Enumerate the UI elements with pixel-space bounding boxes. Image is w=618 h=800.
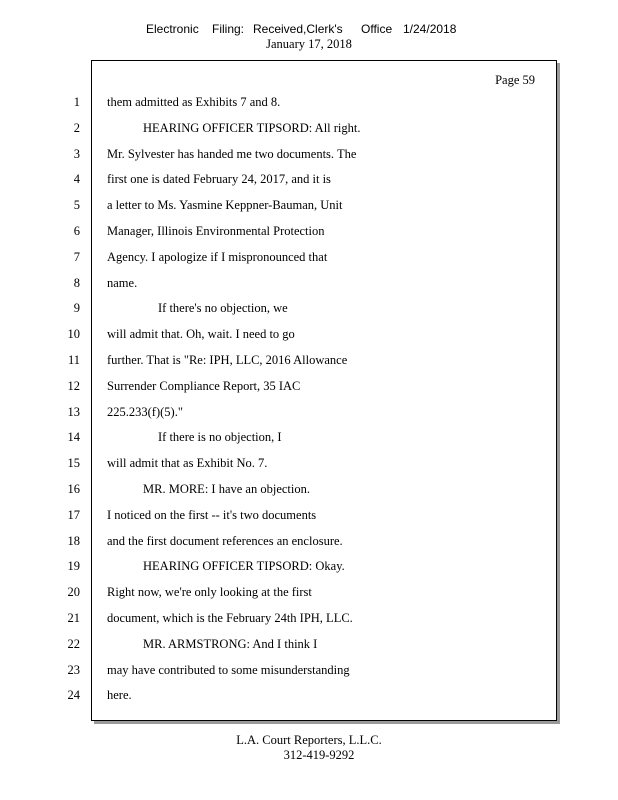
- line-text: If there's no objection, we: [158, 301, 288, 315]
- line-number: 2: [73, 121, 80, 135]
- header-electronic: Electronic: [146, 22, 199, 36]
- header-filing: Filing:: [212, 22, 245, 36]
- line-number: 17: [67, 508, 80, 522]
- line-number: 15: [67, 456, 80, 470]
- line-number: 7: [73, 250, 80, 264]
- footer-company: L.A. Court Reporters, L.L.C.: [236, 733, 382, 747]
- header-office: Office: [361, 22, 393, 36]
- line-number: 16: [67, 482, 80, 496]
- line-text: first one is dated February 24, 2017, and it is: [107, 172, 331, 186]
- line-number: 12: [67, 379, 80, 393]
- line-number: 11: [67, 353, 80, 367]
- line-number: 9: [73, 301, 80, 315]
- line-text: HEARING OFFICER TIPSORD: All right.: [143, 121, 361, 135]
- line-number: 1: [73, 95, 80, 109]
- line-text: further. That is "Re: IPH, LLC, 2016 Allowance: [107, 353, 348, 367]
- line-text: If there is no objection, I: [158, 430, 282, 444]
- line-number: 3: [73, 147, 80, 161]
- line-number: 24: [67, 688, 80, 702]
- line-text: them admitted as Exhibits 7 and 8.: [107, 95, 281, 109]
- line-text: Right now, we're only looking at the first: [107, 585, 312, 599]
- line-number: 8: [73, 276, 80, 290]
- line-text: I noticed on the first -- it's two documents: [107, 508, 317, 522]
- line-text: Mr. Sylvester has handed me two documents. The: [107, 147, 357, 161]
- line-number: 6: [73, 224, 80, 238]
- line-number: 21: [67, 611, 80, 625]
- line-text: and the first document references an enclosure.: [107, 534, 343, 548]
- header-received: Received,Clerk's: [253, 22, 343, 36]
- line-text: will admit that. Oh, wait. I need to go: [107, 327, 295, 341]
- line-number: 20: [67, 585, 80, 599]
- footer-phone: 312-419-9292: [283, 748, 355, 762]
- line-text: a letter to Ms. Yasmine Keppner-Bauman, Unit: [107, 198, 343, 212]
- line-text: name.: [107, 276, 138, 290]
- line-number: 13: [67, 405, 80, 419]
- header-stamp-date: 1/24/2018: [403, 22, 457, 36]
- line-text: Manager, Illinois Environmental Protection: [107, 224, 325, 238]
- line-number: 5: [73, 198, 80, 212]
- line-number: 19: [67, 559, 80, 573]
- line-text: MR. ARMSTRONG: And I think I: [143, 637, 318, 651]
- line-text: may have contributed to some misunderstanding: [107, 663, 350, 677]
- line-text: will admit that as Exhibit No. 7.: [107, 456, 268, 470]
- line-number: 18: [67, 534, 80, 548]
- line-text: Surrender Compliance Report, 35 IAC: [107, 379, 301, 393]
- line-number: 10: [67, 327, 80, 341]
- line-text: 225.233(f)(5).": [107, 405, 183, 419]
- line-text: document, which is the February 24th IPH, LLC.: [107, 611, 353, 625]
- line-number: 14: [67, 430, 80, 444]
- hearing-date: January 17, 2018: [266, 37, 352, 51]
- line-text: HEARING OFFICER TIPSORD: Okay.: [143, 559, 345, 573]
- line-number: 23: [67, 663, 80, 677]
- line-text: MR. MORE: I have an objection.: [143, 482, 310, 496]
- line-text: here.: [107, 688, 132, 702]
- line-number: 22: [67, 637, 80, 651]
- page-number: Page 59: [495, 73, 535, 87]
- line-number: 4: [73, 172, 80, 186]
- line-text: Agency. I apologize if I mispronounced that: [107, 250, 328, 264]
